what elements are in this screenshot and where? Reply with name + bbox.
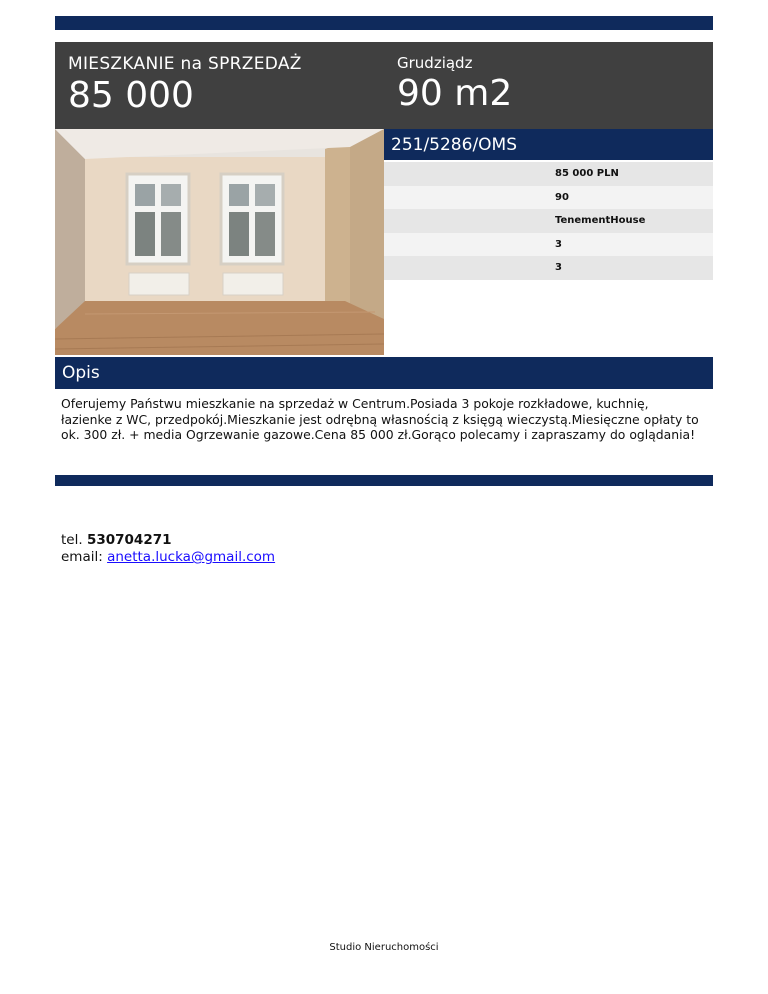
listing-header — [55, 42, 713, 129]
header-right — [397, 54, 512, 114]
city-label: Grudziądz — [397, 54, 473, 72]
top-accent-bar — [55, 16, 713, 30]
email-link[interactable]: anetta.lucka@gmail.com — [107, 549, 276, 565]
description-heading-bar — [55, 357, 713, 389]
email-label: email: — [61, 549, 103, 565]
phone-label: tel. — [61, 532, 83, 548]
property-type-label: MIESZKANIE na SPRZEDAŻ — [68, 54, 302, 74]
details-row — [384, 162, 713, 186]
description-text: Oferujemy Państwu mieszkanie na sprzedaż w Centrum.Posiada 3 pokoje rozkładowe, kuchnię, łazienke z WC, przedpokój.Mieszkanie jest odrębną własnością z księgą wieczystą.Miesięczne opłaty to ok. 300 zł. + media Ogrzewanie gazowe.Cena 85 000 zł.Gorąco polecamy i zapraszamy do oglądania! — [61, 396, 699, 442]
details-table — [384, 162, 713, 280]
email-line — [61, 549, 275, 566]
details-value: 85 000 PLN — [555, 168, 619, 179]
reference-bar — [384, 129, 713, 160]
property-photo — [55, 129, 384, 355]
details-row — [384, 186, 713, 210]
price-value: 85 000 — [68, 75, 194, 116]
details-value: 3 — [555, 238, 562, 250]
details-row — [384, 256, 713, 280]
details-value: 90 — [555, 191, 569, 203]
phone-line — [61, 532, 275, 549]
details-row — [384, 233, 713, 257]
details-row — [384, 209, 713, 233]
contact-block — [61, 532, 275, 566]
details-value: 3 — [555, 262, 562, 273]
footer-text: Studio Nieruchomości — [329, 942, 439, 953]
phone-number: 530704271 — [86, 532, 172, 548]
description-heading: Opis — [62, 363, 100, 383]
reference-number: 251/5286/OMS — [391, 135, 518, 155]
area-value: 90 m2 — [397, 73, 513, 114]
bottom-accent-bar — [55, 475, 713, 486]
header-left — [68, 54, 302, 116]
details-value: TenementHouse — [555, 215, 646, 226]
